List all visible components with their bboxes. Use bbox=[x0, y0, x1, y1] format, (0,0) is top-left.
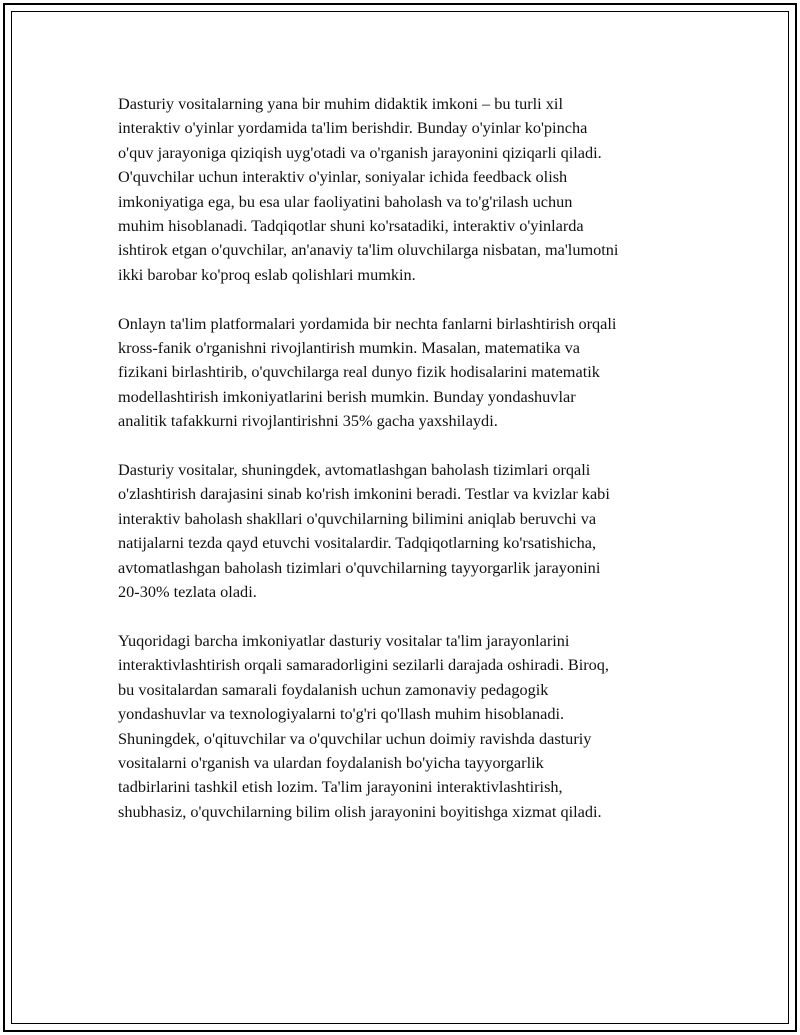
paragraph-conclusion bbox=[118, 629, 698, 824]
text-line: Shuningdek, o'qituvchilar va o'quvchilar uchun doimiy ravishda dasturiy bbox=[118, 728, 592, 748]
text-line: fizikani birlashtirib, o'quvchilarga real dunyo fizik hodisalarini matematik bbox=[118, 362, 600, 382]
text-line: o'quv jarayoniga qiziqish uyg'otadi va o'rganish jarayonini qiziqarli qiladi. bbox=[118, 142, 602, 162]
text-line: O'quvchilar uchun interaktiv o'yinlar, soniyalar ichida feedback olish bbox=[118, 167, 568, 187]
paragraph-automated-assessment bbox=[118, 458, 698, 604]
text-line: 20-30% tezlata oladi. bbox=[118, 582, 257, 602]
text-line: kross-fanik o'rganishni rivojlantirish mumkin. Masalan, matematika va bbox=[118, 338, 581, 358]
text-line: modellashtirish imkoniyatlarini berish mumkin. Bunday yondashuvlar bbox=[118, 386, 576, 406]
text-line: vositalarni o'rganish va ulardan foydalanish bo'yicha tayyorgarlik bbox=[118, 752, 544, 772]
text-line: imkoniyatiga ega, bu esa ular faoliyatini baholash va to'g'rilash uchun bbox=[118, 191, 573, 211]
text-line: tadbirlarini tashkil etish lozim. Ta'lim jarayonini interaktivlashtirish, bbox=[118, 777, 563, 797]
paragraph-online-platforms bbox=[118, 312, 698, 434]
text-line: shubhasiz, o'quvchilarning bilim olish jarayonini boyitishga xizmat qiladi. bbox=[118, 801, 602, 821]
text-line: analitik tafakkurni rivojlantirishni 35% gacha yaxshilaydi. bbox=[118, 411, 498, 431]
document-body bbox=[118, 92, 698, 849]
text-line: ikki barobar ko'proq eslab qolishlari mumkin. bbox=[118, 264, 416, 284]
text-line: yondashuvlar va texnologiyalarni to'g'ri qo'llash muhim hisoblanadi. bbox=[118, 704, 565, 724]
paragraph-interactive-games bbox=[118, 92, 698, 287]
text-line: interaktivlashtirish orqali samaradorligini sezilarli darajada oshiradi. Biroq, bbox=[118, 655, 610, 675]
text-line: interaktiv o'yinlar yordamida ta'lim berishdir. Bunday o'yinlar ko'pincha bbox=[118, 118, 588, 138]
text-line: Dasturiy vositalarning yana bir muhim didaktik imkoni – bu turli xil bbox=[118, 94, 563, 113]
text-line: Yuqoridagi barcha imkoniyatlar dasturiy vositalar ta'lim jarayonlarini bbox=[118, 630, 570, 650]
text-line: avtomatlashgan baholash tizimlari o'quvchilarning tayyorgarlik jarayonini bbox=[118, 557, 601, 577]
text-line: bu vositalardan samarali foydalanish uchun zamonaviy pedagogik bbox=[118, 679, 549, 699]
text-line: Dasturiy vositalar, shuningdek, avtomatlashgan baholash tizimlari orqali bbox=[118, 460, 591, 480]
text-line: muhim hisoblanadi. Tadqiqotlar shuni ko'rsatadiki, interaktiv o'yinlarda bbox=[118, 216, 584, 236]
text-line: o'zlashtirish darajasini sinab ko'rish imkonini beradi. Testlar va kvizlar kabi bbox=[118, 484, 610, 504]
text-line: Onlayn ta'lim platformalari yordamida bir nechta fanlarni birlashtirish orqali bbox=[118, 313, 617, 333]
text-line: interaktiv baholash shakllari o'quvchilarning bilimini aniqlab beruvchi va bbox=[118, 508, 597, 528]
text-line: natijalarni tezda qayd etuvchi vositalardir. Tadqiqotlarning ko'rsatishicha, bbox=[118, 533, 597, 553]
text-line: ishtirok etgan o'quvchilar, an'anaviy ta'lim oluvchilarga nisbatan, ma'lumotni bbox=[118, 240, 619, 260]
